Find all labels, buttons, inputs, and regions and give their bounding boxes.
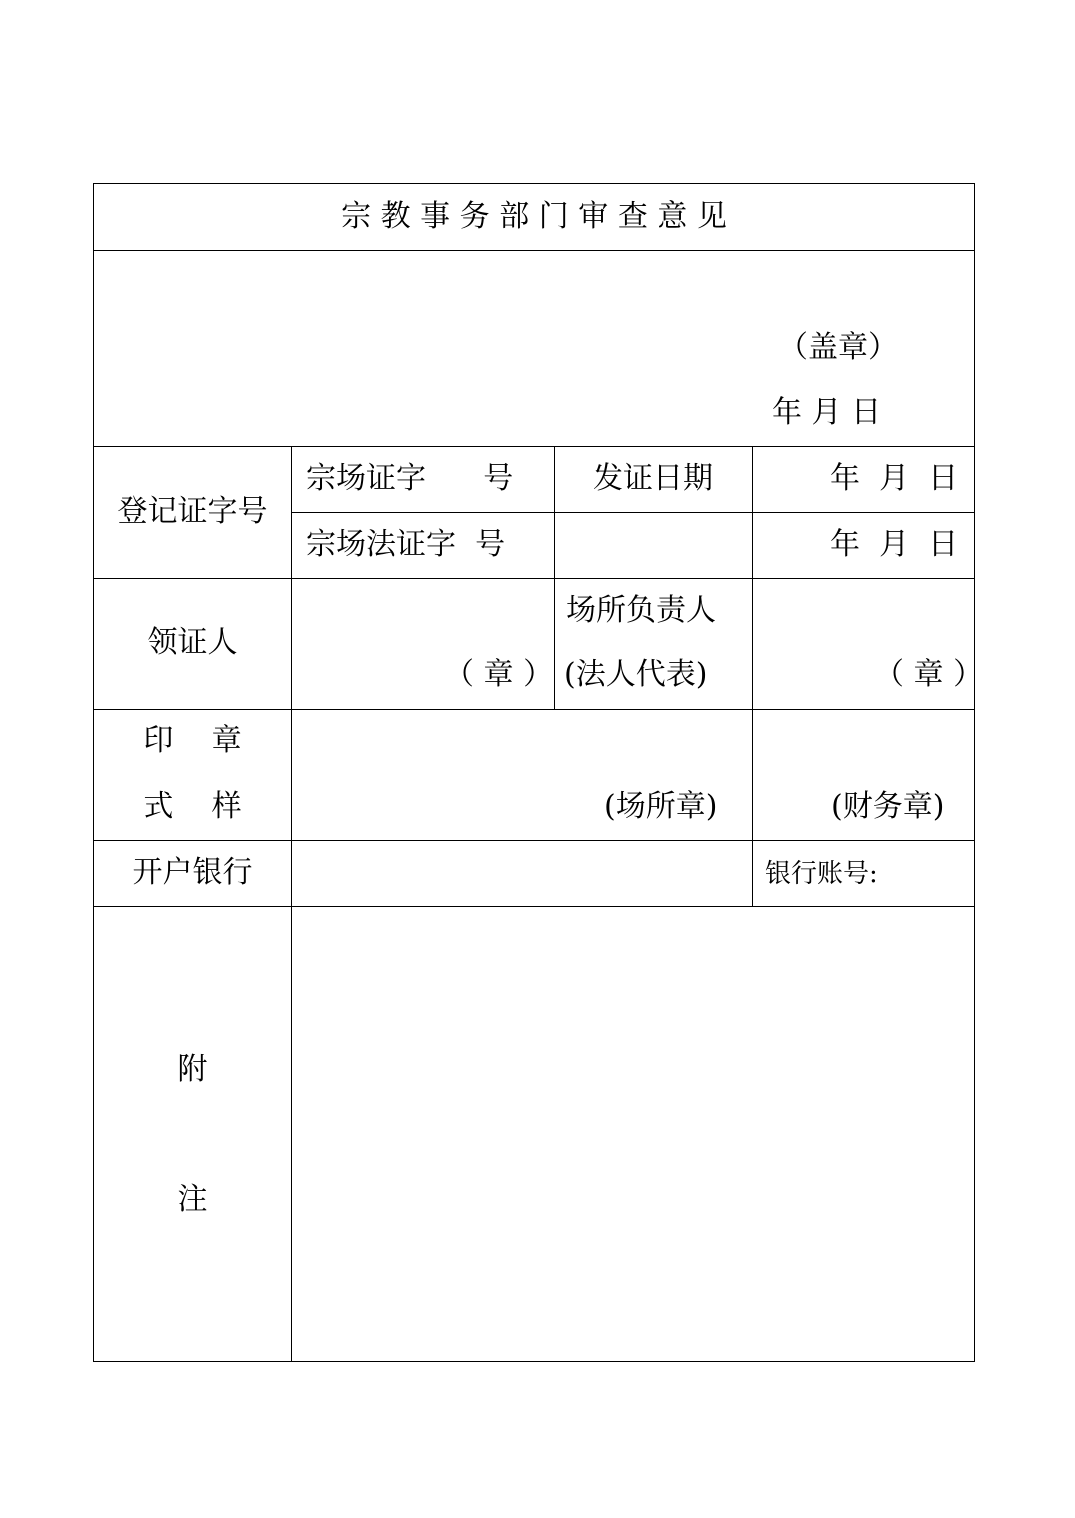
manager-label-line1: 场所负责人 xyxy=(566,593,716,628)
seal-label: （盖章） xyxy=(778,330,898,365)
registration-label: 登记证字号 xyxy=(117,494,268,529)
cert-number-2: 宗场法证字 号 xyxy=(306,527,506,562)
finance-seal-label: (财务章) xyxy=(831,789,945,824)
row-divider xyxy=(94,840,974,841)
row-divider xyxy=(94,906,974,907)
manager-seal: （ 章 ） xyxy=(874,657,984,692)
row-divider xyxy=(292,512,974,513)
issue-date-1: 年 月 日 xyxy=(830,461,959,496)
row-divider xyxy=(94,446,974,447)
form-title: 宗 教 事 务 部 门 审 查 意 见 xyxy=(341,199,727,234)
row-divider xyxy=(94,578,974,579)
bank-account-label: 银行账号: xyxy=(765,859,878,889)
seal-sample-label-line2: 式 样 xyxy=(143,789,242,824)
cert-number-1: 宗场证字 号 xyxy=(306,461,514,496)
notes-label-line1: 附 xyxy=(177,1052,208,1087)
column-divider xyxy=(291,446,292,1361)
issue-date-label: 发证日期 xyxy=(593,461,713,496)
seal-sample-label-line1: 印 章 xyxy=(143,723,242,758)
column-divider xyxy=(752,446,753,906)
notes-label-line2: 注 xyxy=(177,1182,208,1217)
review-form-table xyxy=(93,183,984,1362)
bank-label: 开户银行 xyxy=(132,855,253,890)
recipient-seal: （ 章 ） xyxy=(444,657,554,692)
row-divider xyxy=(94,709,974,710)
row-divider xyxy=(94,250,974,251)
recipient-label: 领证人 xyxy=(147,625,238,660)
issue-date-2: 年 月 日 xyxy=(830,527,959,562)
review-date-label: 年 月 日 xyxy=(772,395,882,430)
venue-seal-label: (场所章) xyxy=(604,789,718,824)
manager-label-line2: (法人代表) xyxy=(564,657,708,692)
